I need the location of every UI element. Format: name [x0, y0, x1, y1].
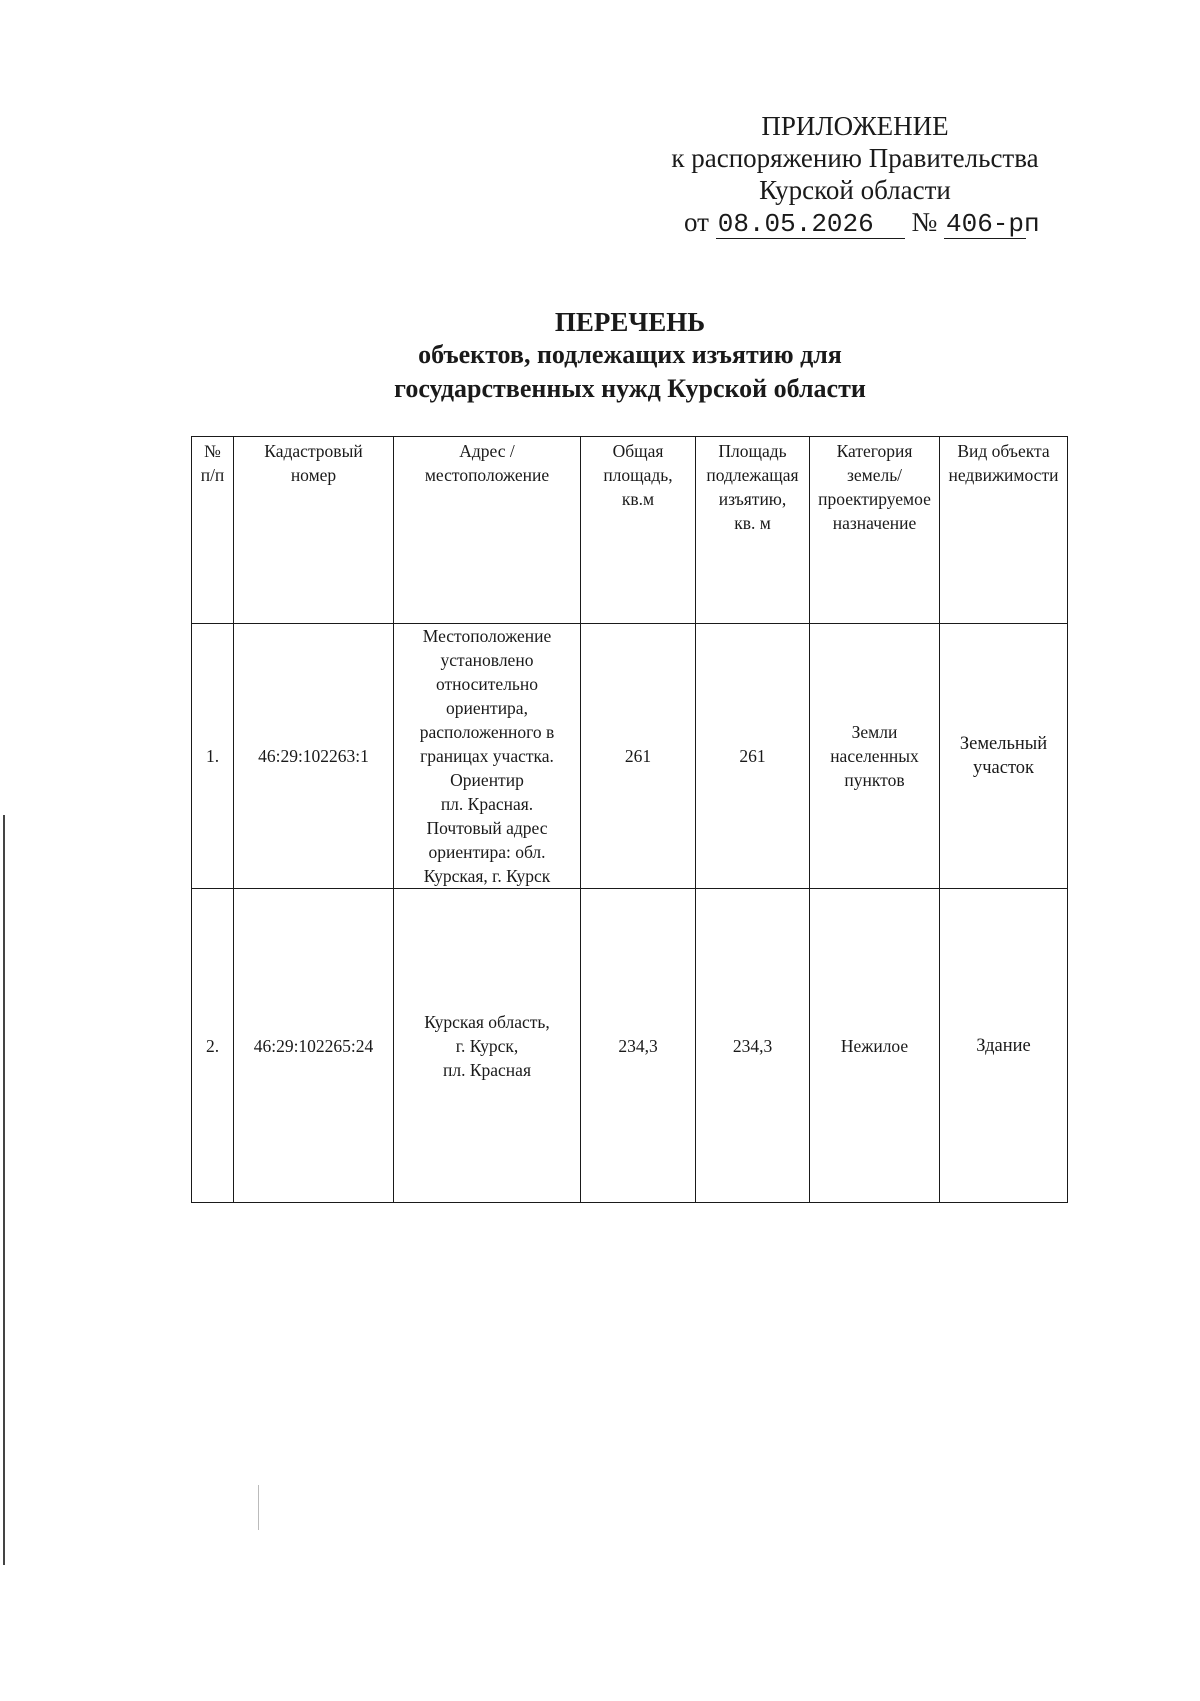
cell-line: п/п — [200, 465, 225, 485]
cell-line: Здание — [976, 1035, 1031, 1056]
row-cadastral: 46:29:102263:1 — [234, 624, 394, 889]
order-date: 08.05.2026 — [716, 210, 905, 239]
cell-line: установлено — [440, 650, 534, 670]
cell-line: Кадастровый — [264, 441, 363, 461]
appendix-line-2: к распоряжению Правительства — [671, 143, 1039, 173]
cell-line: Местоположение — [422, 626, 552, 646]
cell-line: Курская, г. Курск — [423, 866, 551, 886]
cell-line: кв.м — [621, 489, 655, 509]
row-num: 2. — [192, 889, 234, 1203]
cell-line: Адрес / — [459, 441, 515, 461]
table-header-row — [192, 437, 1068, 624]
row-category — [810, 889, 940, 1203]
header-cadastral — [234, 437, 394, 624]
cell-line: Вид объекта — [957, 441, 1050, 461]
scan-margin-line — [3, 815, 5, 1565]
cell-line: относительно — [435, 674, 539, 694]
order-number: 406-рп — [945, 209, 1040, 239]
row-num: 1. — [192, 624, 234, 889]
row-object-type — [940, 624, 1068, 889]
cell-line: местоположение — [424, 465, 550, 485]
cell-line: Ориентир — [450, 770, 524, 790]
cell-line: участок — [972, 758, 1035, 778]
cell-line: Площадь — [718, 441, 787, 461]
cell-line: подлежащая — [706, 465, 799, 485]
cell-line: номер — [290, 465, 337, 485]
cell-line: г. Курск, — [455, 1035, 519, 1056]
cell-line: проектируемое — [818, 489, 931, 509]
cell-line: ориентира, — [446, 698, 528, 718]
cell-line: № — [204, 441, 221, 461]
cell-line: Курская область, — [424, 1011, 550, 1032]
objects-table — [191, 436, 1068, 1203]
cell-line: пунктов — [844, 770, 905, 790]
header-address — [394, 437, 581, 624]
cell-line: кв. м — [734, 513, 771, 533]
appendix-title: ПРИЛОЖЕНИЕ — [761, 111, 949, 141]
cell-line: площадь, — [603, 465, 673, 485]
cell-line: пл. Красная — [443, 1059, 531, 1080]
row-seized-area: 261 — [696, 624, 810, 889]
document-heading — [0, 306, 1200, 406]
appendix-block — [640, 110, 1070, 239]
cell-line: Земли — [851, 722, 898, 742]
header-total-area — [581, 437, 696, 624]
cell-line: пл. Красная. — [440, 794, 534, 814]
header-num — [192, 437, 234, 624]
cell-line: изъятию, — [718, 489, 787, 509]
appendix-date-line — [640, 206, 1070, 239]
row-seized-area: 234,3 — [696, 889, 810, 1203]
table-row — [192, 624, 1068, 889]
row-total-area: 261 — [581, 624, 696, 889]
number-prefix: № — [911, 207, 938, 237]
cell-line: Нежилое — [840, 1035, 909, 1056]
cell-line: Почтовый адрес — [426, 818, 548, 838]
date-prefix: от — [684, 207, 709, 237]
cell-line: границах участка. — [420, 746, 554, 766]
cell-line: назначение — [832, 513, 917, 533]
heading-title: ПЕРЕЧЕНЬ — [554, 307, 706, 337]
cell-line: ориентира: обл. — [428, 842, 546, 862]
scan-artifact-line — [258, 1485, 259, 1530]
appendix-line-3: Курской области — [759, 175, 951, 205]
cell-line: земель/ — [846, 465, 903, 485]
cell-line: населенных — [830, 746, 919, 766]
row-cadastral: 46:29:102265:24 — [234, 889, 394, 1203]
table-row — [192, 889, 1068, 1203]
row-category — [810, 624, 940, 889]
row-total-area: 234,3 — [581, 889, 696, 1203]
cell-line: недвижимости — [948, 465, 1059, 485]
cell-line: Категория — [836, 441, 913, 461]
cell-line: Земельный — [959, 734, 1048, 754]
cell-line: Общая — [612, 441, 664, 461]
header-object-type — [940, 437, 1068, 624]
heading-subtitle-1: объектов, подлежащих изъятию для — [418, 340, 842, 369]
heading-subtitle-2: государственных нужд Курской области — [394, 374, 866, 403]
header-category — [810, 437, 940, 624]
row-address — [394, 624, 581, 889]
header-seized-area — [696, 437, 810, 624]
cell-line: расположенного в — [419, 722, 555, 742]
row-object-type — [940, 889, 1068, 1203]
row-address — [394, 889, 581, 1203]
